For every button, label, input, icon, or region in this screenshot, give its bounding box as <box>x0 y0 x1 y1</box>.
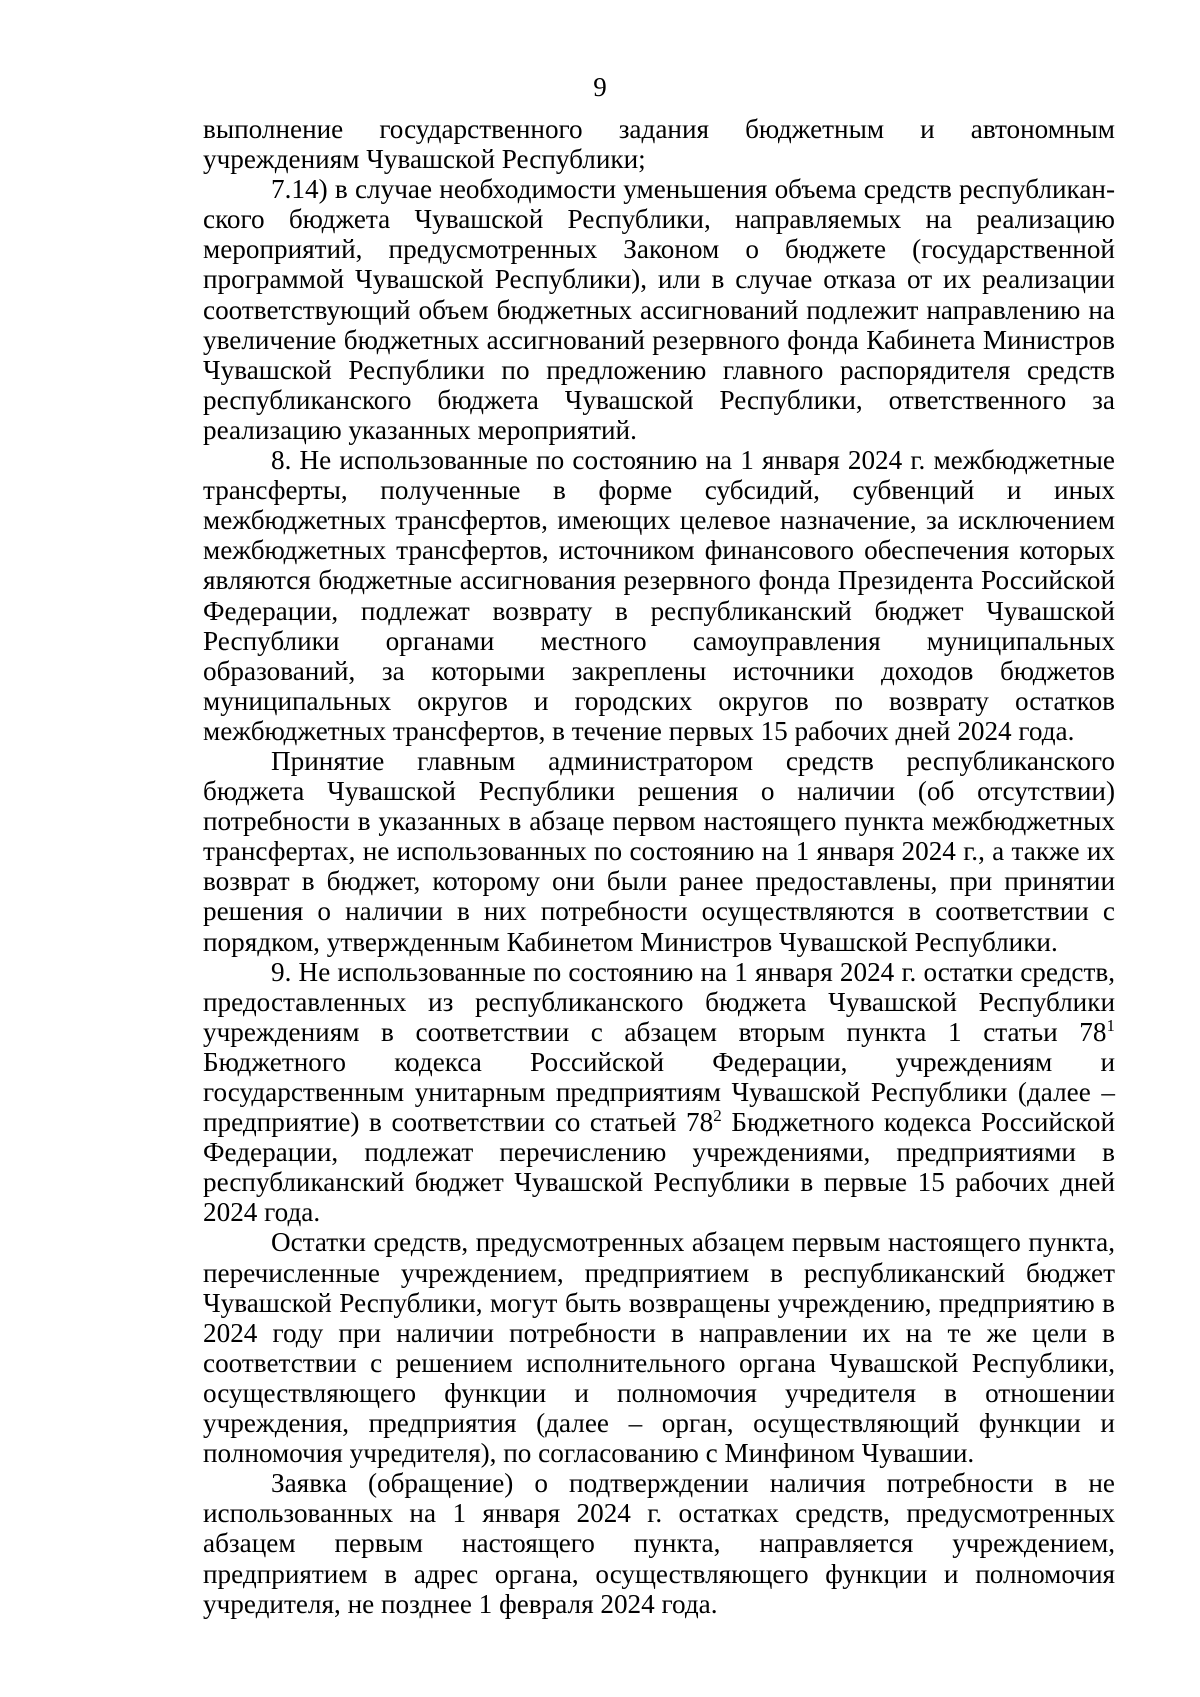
page-number: 9 <box>593 72 607 102</box>
superscript-2: 2 <box>713 1106 722 1126</box>
paragraph-9-part-b: Бюджетного кодекса Российской Федерации, учреждениям и государственным унитарным предприятиям Чувашской Республики (далее – предприятие) в соответствии со статьей 78 <box>203 1046 1115 1138</box>
paragraph-9-part-a: 9. Не использованные по состоянию на 1 января 2024 г. остатки средств, предоставленных из республиканского бюджета Чувашской Республики учреждениям в соответствии с абзацем вторым пункта 1 статьи 78 <box>203 956 1115 1047</box>
paragraph-9-part-c: Бюджетного кодекса Российской Федерации, подлежат перечислению учреждениями, предприятиями в республиканский бюджет Чувашской Республики в первые 15 рабочих дней 2024 года. <box>203 1107 1116 1228</box>
paragraph-9-third: Заявка (обращение) о подтверждении наличия потребности в не использованных на 1 января 2024 г. остатках средств, предусмотренных абзацем первым настоящего пункта, направляется учреждением, предприятием в адрес органа, осуществляющего функции и полномочия учредителя, не позднее 1 февраля 2024 года. <box>203 1468 1115 1619</box>
paragraph-continuation: выполнение государственного задания бюджетным и автономным учреждениям Чувашской Республики; <box>203 114 1115 175</box>
paragraph-8: 8. Не использованные по состоянию на 1 января 2024 г. межбюджетные трансферты, полученные в форме субсидий, субвенций и иных межбюджетных трансфертов, имеющих целевое назначение, за исключением межбюджетных трансфертов, источником финансового обеспечения которых являются бюджетные ассигнования резервного фонда Президента Российской Федерации, подлежат возврату в республиканский бюджет Чувашской Республики органами местного самоуправления муниципальных образований, за которыми закреплены источники доходов бюджетов муниципальных округов и городских округов по возврату остатков межбюджетных трансфертов, в течение первых 15 рабочих дней 2024 года. <box>203 445 1115 746</box>
paragraph-9 <box>203 957 1115 1228</box>
superscript-1: 1 <box>1106 1015 1115 1035</box>
document-body <box>203 114 1115 1619</box>
paragraph-8-second: Принятие главным администратором средств республиканского бюджета Чувашской Республики решения о наличии (об отсутствии) потребности в указанных в абзаце первом настоящего пункта межбюджетных трансфертах, не использованных по состоянию на 1 января 2024 г., а также их возврат в бюджет, которому они были ранее предоставлены, при принятии решения о наличии в них потребности осуществляются в соответствии с порядком, утвержденным Кабинетом Министров Чувашской Республики. <box>203 745 1115 957</box>
paragraph-7-14: 7.14) в случае необходимости уменьшения объема средств республиканского бюджета Чувашской Республики, направляемых на реализацию мероприятий, предусмотренных Законом о бюджете (государственной программой Чувашской Республики), или в случае отказа от их реализации соответствующий объем бюджетных ассигнований подлежит направлению на увеличение бюджетных ассигнований резервного фонда Кабинета Министров Чувашской Республики по предложению главного распорядителя средств республиканского бюджета Чувашской Республики, ответственного за реализацию указанных мероприятий. <box>203 174 1115 445</box>
paragraph-9-second: Остатки средств, предусмотренных абзацем первым настоящего пункта, перечисленные учреждением, предприятием в республиканский бюджет Чувашской Республики, могут быть возвращены учреждению, предприятию в 2024 году при наличии потребности в направлении их на те же цели в соответствии с решением исполнительного органа Чувашской Республики, осуществляющего функции и полномочия учредителя в отношении учреждения, предприятия (далее – орган, осуществляющий функции и полномочия учредителя), по согласованию с Минфином Чувашии. <box>203 1227 1115 1469</box>
